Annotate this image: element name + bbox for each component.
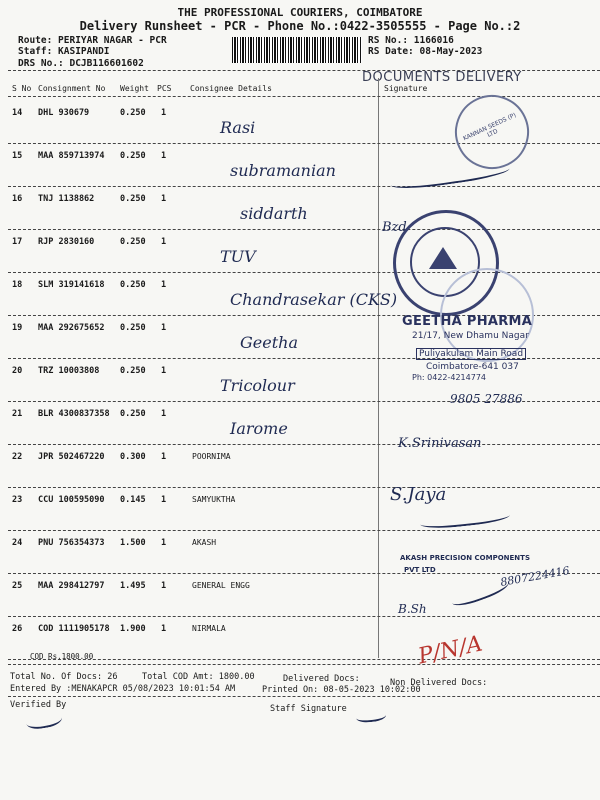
footer-divider-2 [8,696,600,697]
staff-signature-scribble [355,708,386,723]
geetha-name: GEETHA PHARMA [402,314,533,329]
seal-stamp-text: KANNAN SEEDS (P) LTD [462,111,518,143]
row-weight: 0.250 [120,409,146,419]
row-pcs: 1 [161,581,167,591]
row-consignment: SLM 319141618 [38,280,105,290]
rs-date: RS Date: 08-May-2023 [368,46,483,57]
row-sno: 26 [12,624,23,634]
row-divider [8,444,600,445]
row-pcs: 1 [161,495,167,505]
row-pcs: 1 [161,323,167,333]
column-header-divider [8,96,600,97]
row-consignee: AKASH [192,538,217,547]
row-divider [8,616,600,617]
row-pcs: 1 [161,151,167,161]
row-handwritten-name: Chandrasekar (CKS) [230,290,398,309]
delivered-docs: Delivered Docs: [283,674,360,684]
row-consignee: GENERAL ENGG [192,581,250,590]
row-sno: 24 [12,538,23,548]
cod-amount-note: COD Rs.1800.00 [30,652,94,661]
row-weight: 0.250 [120,280,146,290]
row-weight: 0.250 [120,151,146,161]
col-sno: S No [12,84,32,93]
sig-note-row26: P/N/A [416,631,485,670]
staff-label: Staff: KASIPANDI [18,46,110,57]
col-consignee: Consignee Details [190,84,272,93]
row-sno: 20 [12,366,23,376]
geetha-address-1: 21/17, New Dhamu Nagar [412,331,529,341]
row-divider [8,659,600,660]
sig-note-row22: S.Jaya [390,484,447,505]
row-weight: 0.250 [120,237,146,247]
table-row [0,190,600,231]
row-pcs: 1 [161,366,167,376]
non-delivered-docs: Non Delivered Docs: [390,678,488,688]
row-pcs: 1 [161,194,167,204]
sig-note-row21: K.Srinivasan [398,436,482,451]
row-sno: 18 [12,280,23,290]
row-divider [8,186,600,187]
row-sno: 22 [12,452,23,462]
runsheet-subtitle: Delivery Runsheet - PCR - Phone No.:0422-3505555 - Page No.:2 [79,19,521,33]
row-sno: 25 [12,581,23,591]
row-weight: 1.900 [120,624,146,634]
table-row [0,448,600,489]
row-divider [8,272,600,273]
row-weight: 0.250 [120,108,146,118]
row-weight: 0.300 [120,452,146,462]
row-handwritten-name: Tricolour [220,376,295,395]
row-consignee: NIRMALA [192,624,226,633]
verified-signature-scribble [25,709,63,731]
row-pcs: 1 [161,409,167,419]
sig-note-row16: Bzd [382,220,407,235]
total-cod: Total COD Amt: 1800.00 [142,672,255,682]
row-consignment: MAA 859713974 [38,151,105,161]
akash-stamp-line2: PVT LTD [404,566,436,574]
row-weight: 1.500 [120,538,146,548]
row-sno: 17 [12,237,23,247]
table-row [0,491,600,532]
row-consignment: BLR 4300837358 [38,409,110,419]
row-pcs: 1 [161,108,167,118]
col-signature: Signature [384,84,428,93]
row-sno: 16 [12,194,23,204]
geetha-address-2: Puliyakulam Main Road [416,348,526,360]
sig-note-row25: B.Sh [398,602,427,616]
row-weight: 1.495 [120,581,146,591]
row-weight: 0.250 [120,366,146,376]
row-weight: 0.250 [120,194,146,204]
sig-note-row24: 8807224416 [499,564,571,589]
col-weight: Weight [120,84,149,93]
tuv-triangle-icon [429,247,457,269]
row-consignment: MAA 298412797 [38,581,105,591]
verified-by: Verified By [10,700,67,710]
row-divider [8,229,600,230]
company-title: THE PROFESSIONAL COURIERS, COIMBATORE [177,6,423,19]
row-pcs: 1 [161,280,167,290]
row-sno: 19 [12,323,23,333]
row-handwritten-name: TUV [220,247,256,266]
col-pcs: PCS [157,84,172,93]
row-consignment: TNJ 1138862 [38,194,95,204]
row-sno: 14 [12,108,23,118]
geetha-phone: Ph: 0422-4214774 [412,373,487,382]
row-pcs: 1 [161,237,167,247]
row-handwritten-name: siddarth [240,204,308,223]
row-handwritten-name: subramanian [230,161,336,180]
row-pcs: 1 [161,452,167,462]
row-consignment: TRZ 10003808 [38,366,100,376]
geetha-address-3: Coimbatore-641 037 [426,362,519,372]
row-pcs: 1 [161,538,167,548]
row-handwritten-name: Geetha [240,333,298,352]
row-sno: 23 [12,495,23,505]
drs-number: DRS No.: DCJB116601602 [18,58,144,69]
row-divider [8,530,600,531]
akash-stamp-line1: AKASH PRECISION COMPONENTS [400,554,530,562]
table-row [0,405,600,446]
row-consignment: PNU 756354373 [38,538,105,548]
rs-number: RS No.: 1166016 [368,35,454,46]
row-handwritten-name: Iarome [230,419,288,438]
col-consignment: Consignment No [38,84,106,93]
row-sno: 15 [12,151,23,161]
route-label: Route: PERIYAR NAGAR - PCR [18,35,167,46]
row-consignment: DHL 930679 [38,108,90,118]
row-consignment: RJP 2830160 [38,237,95,247]
row-consignment: JPR 502467220 [38,452,105,462]
footer-divider [8,664,600,665]
row-consignee: SAMYUKTHA [192,495,236,504]
row-consignee: POORNIMA [192,452,231,461]
row-weight: 0.145 [120,495,146,505]
row-weight: 0.250 [120,323,146,333]
row-consignment: COD 1111905178 [38,624,110,634]
row-sno: 21 [12,409,23,419]
row-divider [8,487,600,488]
entered-by: Entered By :MENAKAPCR 05/08/2023 10:01:54 AM [10,684,236,694]
staff-signature-label: Staff Signature [270,704,347,714]
row-pcs: 1 [161,624,167,634]
barcode [232,37,362,63]
documents-delivery-label: DOCUMENTS DELIVERY [362,70,522,85]
geetha-pharma-stamp [402,314,562,382]
table-row [0,233,600,274]
row-consignment: CCU 100595090 [38,495,105,505]
row-consignment: MAA 292675652 [38,323,105,333]
printed-on: Printed On: 08-05-2023 10:02:00 [262,685,421,695]
row-handwritten-name: Rasi [220,118,256,137]
sig-note-row20: 9805 27886 [450,392,523,406]
total-docs: Total No. Of Docs: 26 [10,672,118,682]
